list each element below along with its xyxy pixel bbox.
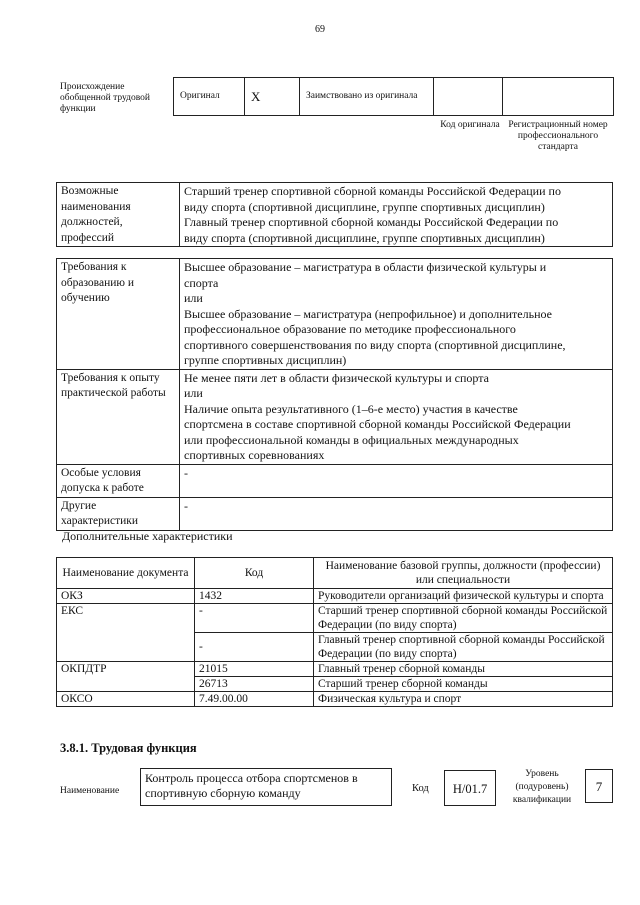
text-line: или профессиональной команды в официальных международных (184, 432, 519, 447)
text-line: спортсмена в составе спортивной сборной команды Российской Федерации (184, 417, 571, 431)
okso-name: Физическая культура и спорт (314, 692, 613, 707)
code-original-cell (434, 78, 503, 116)
okpdtr-name-2: Старший тренер сборной команды (314, 677, 613, 692)
requirements-table (56, 258, 613, 531)
text-line: или (184, 386, 203, 400)
code-original-caption: Код оригинала (440, 120, 500, 130)
special-conditions-content (180, 464, 613, 497)
experience-label: Требования к опыту практической работы (57, 369, 180, 464)
okpdtr-doc: ОКПДТР (57, 662, 195, 692)
positions-content (180, 183, 613, 247)
text-line: профессиональное образование по методике профессионального (184, 322, 516, 336)
name-label: Наименование (60, 786, 120, 796)
origin-table (173, 77, 614, 116)
okpdtr-code-2: 26713 (195, 677, 314, 692)
text-line: группе спортивных дисциплин) (184, 353, 347, 367)
header-name: Наименование базовой группы, должности (профессии) или специальности (314, 558, 613, 589)
position-line: виду спорта (спортивной дисциплине, группе спортивных дисциплин) (184, 230, 545, 245)
position-line: Старший тренер спортивной сборной команды Российской Федерации по (184, 184, 561, 198)
okz-code: 1432 (195, 589, 314, 604)
additional-title: Дополнительные характеристики (62, 529, 233, 543)
labor-function-name: Контроль процесса отбора спортсменов в спортивную сборную команду (140, 768, 392, 806)
positions-label: Возможные наименования должностей, профессий (57, 183, 180, 247)
other-characteristics-content (180, 497, 613, 530)
page-number: 69 (315, 24, 325, 35)
level-label: Уровень (подуровень) квалификации (512, 769, 572, 805)
education-label: Требования к образованию и обучению (57, 259, 180, 370)
other-characteristics-label: Другие характеристики (57, 497, 180, 530)
eks-name-2: Главный тренер спортивной сборной команды Российской Федерации (по виду спорта) (314, 633, 613, 662)
education-content (180, 259, 613, 370)
eks-code-1: - (195, 604, 314, 633)
code-label: Код (412, 783, 429, 794)
eks-doc: ЕКС (57, 604, 195, 662)
okz-name: Руководители организаций физической культуры и спорта (314, 589, 613, 604)
text-line: Наличие опыта результативного (1–6-е место) участия в качестве (184, 401, 518, 416)
borrowed-label: Заимствовано из оригинала (300, 78, 434, 116)
eks-name-1: Старший тренер спортивной сборной команды Российской Федерации (по виду спорта) (314, 604, 613, 633)
okpdtr-code-1: 21015 (195, 662, 314, 677)
text-line: - (184, 498, 188, 513)
position-line: виду спорта (спортивной дисциплине, группе спортивных дисциплин) (184, 199, 545, 214)
additional-table (56, 557, 613, 707)
text-line: Высшее образование – магистратура в области физической культуры и (184, 260, 547, 274)
okz-doc: ОКЗ (57, 589, 195, 604)
header-doc: Наименование документа (57, 558, 195, 589)
origin-label: Происхождение обобщенной трудовой функции (60, 82, 150, 114)
text-line: - (184, 465, 188, 480)
text-line: спортивных соревнованиях (184, 448, 325, 462)
original-label: Оригинал (174, 78, 245, 116)
text-line: Высшее образование – магистратура (непрофильное) и дополнительное (184, 306, 552, 321)
reg-number-caption: Регистрационный номер профессионального стандарта (508, 120, 608, 152)
text-line: спорта (184, 275, 219, 290)
original-mark: X (245, 78, 300, 116)
text-line: спортивного совершенствования по виду спорта (спортивной дисциплине, (184, 337, 566, 352)
okso-code: 7.49.00.00 (195, 692, 314, 707)
labor-function-code: Н/01.7 (444, 770, 496, 806)
header-code: Код (195, 558, 314, 589)
eks-code-2: - (195, 633, 314, 662)
experience-content (180, 369, 613, 464)
okso-doc: ОКСО (57, 692, 195, 707)
reg-number-cell (503, 78, 614, 116)
text-line: или (184, 291, 203, 305)
text-line: Не менее пяти лет в области физической культуры и спорта (184, 370, 489, 385)
qualification-level: 7 (585, 769, 613, 803)
special-conditions-label: Особые условия допуска к работе (57, 464, 180, 497)
labor-function-heading: 3.8.1. Трудовая функция (60, 741, 197, 755)
positions-table (56, 182, 613, 247)
okpdtr-name-1: Главный тренер сборной команды (314, 662, 613, 677)
position-line: Главный тренер спортивной сборной команды Российской Федерации по (184, 215, 559, 229)
